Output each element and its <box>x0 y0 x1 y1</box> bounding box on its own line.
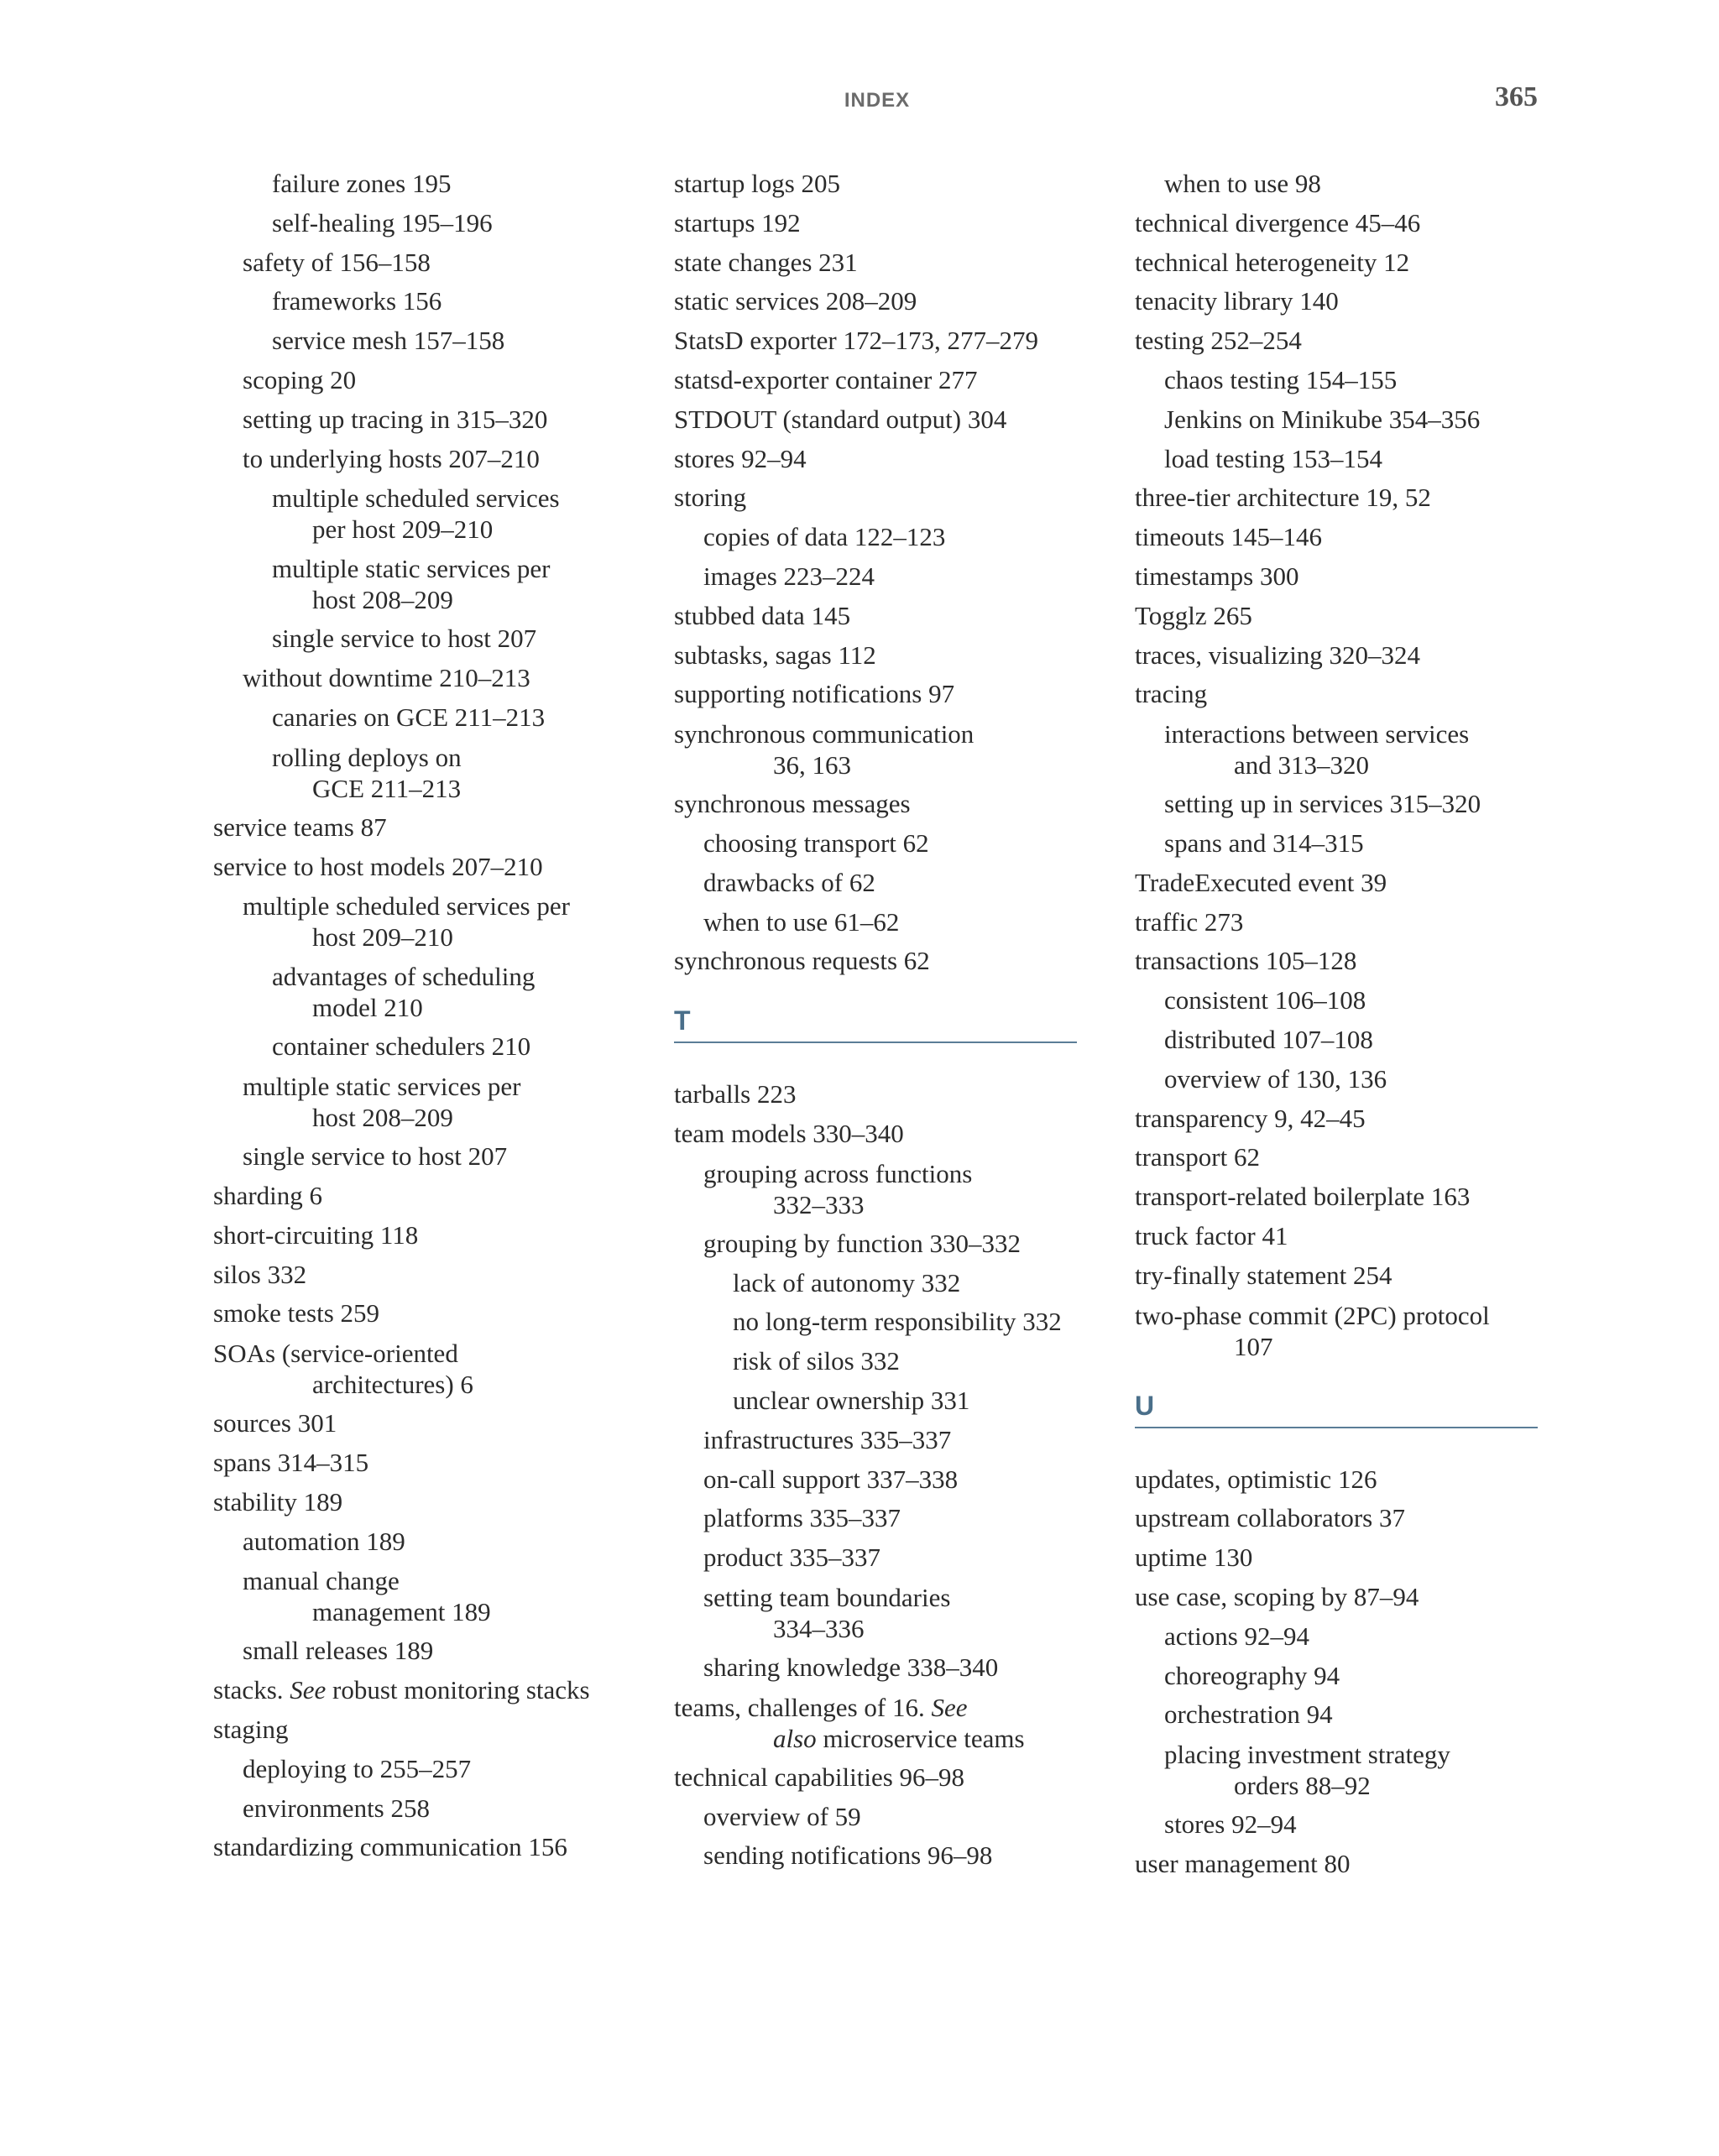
entry-continuation: orders 88–92 <box>1234 1771 1371 1801</box>
entry-text: grouping across functions <box>703 1158 973 1188</box>
index-subentry: overview of 130, 136 <box>1164 1063 1387 1094</box>
entry-text: multiple scheduled services per <box>243 891 570 921</box>
index-subentry: sharing knowledge 338–340 <box>703 1652 999 1682</box>
index-subentry: environments 258 <box>243 1793 430 1823</box>
index-subentry: Jenkins on Minikube 354–356 <box>1164 404 1481 434</box>
index-subentry: without downtime 210–213 <box>243 663 530 693</box>
index-entry: state changes 231 <box>674 247 858 277</box>
index-subentry <box>213 886 633 957</box>
index-subentry: platforms 335–337 <box>703 1503 901 1533</box>
index-subentry: spans and 314–315 <box>1164 827 1364 858</box>
entry-continuation: 334–336 <box>773 1613 865 1643</box>
index-subentry: copies of data 122–123 <box>703 522 946 552</box>
index-subentry: overview of 59 <box>703 1801 861 1831</box>
index-entry: standardizing communication 156 <box>213 1832 567 1862</box>
index-entry: three-tier architecture 19, 52 <box>1135 483 1431 513</box>
index-entry: stubbed data 145 <box>674 600 851 630</box>
index-subentry: failure zones 195 <box>272 169 452 198</box>
index-subentry: distributed 107–108 <box>1164 1024 1373 1054</box>
index-subentry: scoping 20 <box>243 364 357 394</box>
entry-continuation: also microservice teams <box>773 1723 1025 1753</box>
entry-continuation: host 209–210 <box>312 922 453 953</box>
entry-continuation: host 208–209 <box>312 1103 453 1133</box>
entry-text: setting team boundaries <box>703 1582 951 1612</box>
index-subentry: canaries on GCE 211–213 <box>272 702 546 732</box>
index-entry: storing <box>674 483 747 513</box>
entry-continuation: GCE 211–213 <box>312 773 462 803</box>
entry-text: multiple scheduled services <box>272 483 560 514</box>
index-subentry: infrastructures 335–337 <box>703 1424 952 1454</box>
index-entry: upstream collaborators 37 <box>1135 1503 1405 1533</box>
index-subentry: lack of autonomy 332 <box>733 1267 961 1297</box>
index-subentry: safety of 156–158 <box>243 247 431 277</box>
entry-continuation: management 189 <box>312 1597 491 1627</box>
index-entry: truck factor 41 <box>1135 1220 1288 1250</box>
index-entry: startup logs 205 <box>674 169 841 198</box>
index-subentry: single service to host 207 <box>243 1141 508 1172</box>
index-subentry: product 335–337 <box>703 1543 880 1573</box>
index-column-3 <box>1135 164 1546 1884</box>
index-entry: timestamps 300 <box>1135 561 1299 591</box>
index-entry: use case, scoping by 87–94 <box>1135 1581 1419 1611</box>
index-entry: staging <box>213 1714 289 1744</box>
index-subentry: when to use 98 <box>1164 169 1321 198</box>
entry-continuation: model 210 <box>312 993 423 1023</box>
index-entry: StatsD exporter 172–173, 277–279 <box>674 326 1038 356</box>
index-subentry <box>1135 1735 1546 1805</box>
index-subentry: risk of silos 332 <box>733 1346 900 1376</box>
index-subentry <box>1135 714 1546 785</box>
index-subentry: when to use 61–62 <box>703 906 900 937</box>
entry-text: SOAs (service-oriented <box>213 1339 458 1369</box>
index-entry: Togglz 265 <box>1135 600 1252 630</box>
index-subentry: unclear ownership 331 <box>733 1385 970 1415</box>
index-subentry: choosing transport 62 <box>703 827 929 858</box>
index-subentry: stores 92–94 <box>1164 1809 1297 1840</box>
index-entry: static services 208–209 <box>674 286 917 316</box>
index-subentry: small releases 189 <box>243 1636 434 1666</box>
entry-continuation: host 208–209 <box>312 585 453 615</box>
index-entry: technical heterogeneity 12 <box>1135 247 1410 277</box>
index-subentry <box>213 1561 633 1631</box>
index-subentry: sending notifications 96–98 <box>703 1840 993 1871</box>
index-entry: traces, visualizing 320–324 <box>1135 639 1421 670</box>
entry-text: multiple static services per <box>272 554 551 584</box>
entry-text: rolling deploys on <box>272 742 462 772</box>
index-entry: tracing <box>1135 679 1208 709</box>
index-entry: subtasks, sagas 112 <box>674 639 876 670</box>
section-heading-t: T <box>674 1000 1077 1043</box>
index-entry: transparency 9, 42–45 <box>1135 1103 1366 1133</box>
index-subentry <box>674 1154 1077 1224</box>
index-subentry: no long-term responsibility 332 <box>733 1307 1062 1337</box>
index-entry: user management 80 <box>1135 1848 1351 1878</box>
index-entry: transactions 105–128 <box>1135 946 1357 976</box>
index-entry: transport 62 <box>1135 1142 1260 1172</box>
index-entry: startups 192 <box>674 207 801 238</box>
running-header: INDEX <box>844 89 911 112</box>
index-subentry: load testing 153–154 <box>1164 443 1383 473</box>
entry-text: multiple static services per <box>243 1072 521 1102</box>
index-subentry: deploying to 255–257 <box>243 1753 472 1783</box>
index-entry: silos 332 <box>213 1259 307 1289</box>
index-entry: stores 92–94 <box>674 443 807 473</box>
index-subentry: single service to host 207 <box>272 624 537 654</box>
index-entry: service teams 87 <box>213 812 387 842</box>
entry-continuation: 332–333 <box>773 1189 865 1219</box>
index-subentry: images 223–224 <box>703 561 875 591</box>
index-entry: statsd-exporter container 277 <box>674 364 978 394</box>
index-subentry: on-call support 337–338 <box>703 1464 959 1494</box>
index-entry: timeouts 145–146 <box>1135 522 1323 552</box>
page-number: 365 <box>1495 81 1538 112</box>
entry-text: two-phase commit (2PC) protocol <box>1135 1300 1490 1330</box>
index-subentry: self-healing 195–196 <box>272 207 493 238</box>
index-entry <box>674 1688 1077 1758</box>
index-entry <box>1135 1296 1546 1366</box>
entry-text: teams, challenges of 16. See <box>674 1692 968 1722</box>
index-entry: transport-related boilerplate 163 <box>1135 1182 1471 1212</box>
index-subentry: drawbacks of 62 <box>703 867 875 897</box>
index-column-1 <box>213 164 633 1867</box>
index-subentry: automation 189 <box>243 1526 405 1556</box>
index-entry: stacks. See robust monitoring stacks <box>213 1675 590 1705</box>
index-entry: STDOUT (standard output) 304 <box>674 404 1007 434</box>
entry-continuation: 36, 163 <box>773 750 851 780</box>
index-entry: technical divergence 45–46 <box>1135 207 1421 238</box>
index-entry: short-circuiting 118 <box>213 1219 419 1250</box>
index-subentry: setting up in services 315–320 <box>1164 789 1481 819</box>
index-entry: testing 252–254 <box>1135 326 1302 356</box>
entry-continuation: per host 209–210 <box>312 514 494 545</box>
index-subentry <box>213 957 633 1027</box>
index-entry: traffic 273 <box>1135 906 1244 937</box>
index-subentry <box>674 1578 1077 1648</box>
index-entry: technical capabilities 96–98 <box>674 1762 965 1792</box>
index-subentry <box>213 738 633 808</box>
index-entry: synchronous messages <box>674 789 911 819</box>
index-entry: tenacity library 140 <box>1135 286 1339 316</box>
index-entry: team models 330–340 <box>674 1118 904 1148</box>
index-entry: updates, optimistic 126 <box>1135 1464 1377 1494</box>
index-entry: spans 314–315 <box>213 1447 369 1477</box>
index-subentry: choreography 94 <box>1164 1660 1340 1690</box>
index-subentry: service mesh 157–158 <box>272 326 505 356</box>
entry-continuation: architectures) 6 <box>312 1370 473 1400</box>
index-entry: uptime 130 <box>1135 1543 1253 1573</box>
index-entry: TradeExecuted event 39 <box>1135 867 1387 897</box>
entry-continuation: 107 <box>1234 1331 1273 1361</box>
index-subentry: orchestration 94 <box>1164 1699 1333 1730</box>
entry-text: interactions between services <box>1164 719 1470 749</box>
index-entry: sources 301 <box>213 1408 337 1438</box>
entry-text: synchronous communication <box>674 719 974 749</box>
index-entry: stability 189 <box>213 1486 343 1517</box>
index-entry: smoke tests 259 <box>213 1298 380 1329</box>
entry-text: manual change <box>243 1566 400 1596</box>
index-entry: supporting notifications 97 <box>674 679 955 709</box>
index-entry <box>674 714 1077 785</box>
index-subentry: actions 92–94 <box>1164 1621 1310 1651</box>
index-entry: service to host models 207–210 <box>213 851 543 881</box>
index-entry: synchronous requests 62 <box>674 946 930 976</box>
index-entry: sharding 6 <box>213 1180 323 1210</box>
index-column-2 <box>674 164 1077 1876</box>
index-subentry: container schedulers 210 <box>272 1031 531 1062</box>
entry-text: advantages of scheduling <box>272 962 536 992</box>
index-subentry: to underlying hosts 207–210 <box>243 443 540 473</box>
index-subentry: consistent 106–108 <box>1164 985 1366 1015</box>
index-subentry <box>213 478 633 549</box>
index-subentry <box>213 549 633 619</box>
index-entry <box>213 1334 633 1404</box>
index-subentry: chaos testing 154–155 <box>1164 364 1398 394</box>
section-heading-u: U <box>1135 1385 1538 1428</box>
entry-continuation: and 313–320 <box>1234 750 1370 780</box>
entry-text: placing investment strategy <box>1164 1740 1450 1770</box>
index-entry: tarballs 223 <box>674 1079 797 1109</box>
index-subentry: frameworks 156 <box>272 286 442 316</box>
index-subentry: setting up tracing in 315–320 <box>243 404 548 434</box>
index-subentry: grouping by function 330–332 <box>703 1228 1021 1258</box>
index-entry: try-finally statement 254 <box>1135 1260 1392 1290</box>
index-subentry <box>213 1067 633 1137</box>
